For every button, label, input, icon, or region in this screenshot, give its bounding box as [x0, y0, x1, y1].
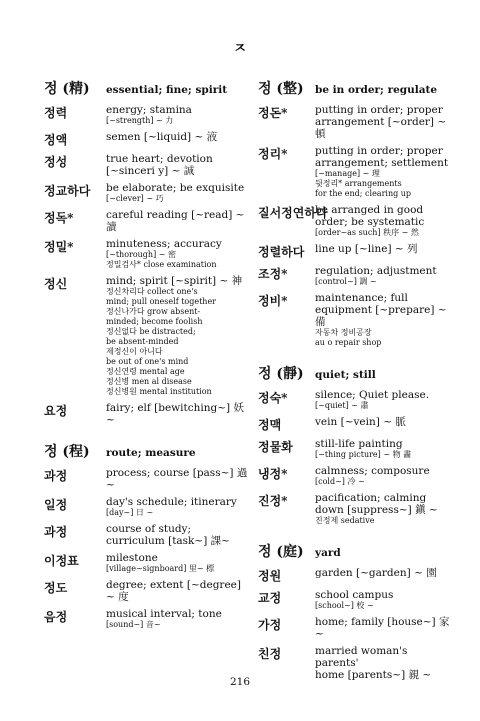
dictionary-entry [44, 608, 249, 630]
entry-definition-line: regulation; adjustment [315, 265, 437, 277]
entry-definition-line: careful reading [~read] ~ 讀 [106, 209, 245, 233]
entry-definition-line: garden [~garden] ~ 園 [315, 567, 437, 579]
section-header [44, 441, 249, 461]
entry-definition-line: order; be systematic [315, 216, 425, 228]
section-definition: route; measure [106, 447, 196, 459]
entry-body [106, 104, 249, 126]
entry-headword: 정도 [44, 581, 68, 595]
entry-etymology-line: 제정신이 아니다 [106, 347, 163, 356]
dictionary-entry [258, 265, 450, 287]
entry-body [315, 145, 450, 199]
entry-etymology-line: 자동차 정비공장 [315, 328, 372, 337]
entry-etymology-line: minded; become foolish [106, 317, 203, 326]
section-headword: 정 (程) [44, 444, 90, 460]
entry-etymology-line: 정밀검사* close examination [106, 260, 217, 269]
entry-etymology-line: [order~as such] 秩序 ~ 然 [315, 228, 419, 237]
section-headword: 정 (精) [44, 81, 90, 97]
entry-definition-line: arrangement; settlement [315, 157, 449, 169]
entry-headword: 가정 [258, 618, 282, 632]
entry-headword: 정물화 [258, 440, 293, 454]
entry-body [315, 243, 450, 260]
entry-definition-line: mind; spirit [~spirit] ~ 神 [106, 275, 243, 287]
entry-definition-line: line up [~line] ~ 列 [315, 243, 418, 255]
entry-etymology-line: [control~] 調 ~ [315, 277, 377, 286]
section-definition: be in order; regulate [315, 84, 438, 96]
entry-etymology-line: 정신병원 mental institution [106, 387, 212, 396]
dictionary-entry [258, 204, 450, 238]
entry-definition-line: [~sinceri y] ~ 誠 [106, 165, 195, 177]
section-definition: essential; fine; spirit [106, 84, 228, 96]
entry-headword: 정돈* [258, 106, 288, 120]
entry-body [106, 552, 249, 574]
entry-definition-line: be arranged in good [315, 204, 424, 216]
dictionary-entry [44, 552, 249, 574]
dictionary-entry [44, 131, 249, 148]
entry-definition-line: arrangement [~order] ~ 頓 [315, 116, 447, 140]
entry-definition-line: true heart; devotion [106, 153, 213, 165]
section-header [258, 78, 450, 98]
entry-body [106, 275, 249, 397]
entry-headword: 정독* [44, 211, 74, 225]
entry-definition-line: course of study; [106, 523, 192, 535]
entry-headword: 과정 [44, 525, 68, 539]
entry-headword: 질서정연하다 [258, 206, 328, 220]
entry-definition-line: equipment [~prepare] ~ 備 [315, 304, 447, 328]
section-definition: yard [315, 547, 341, 559]
entry-headword: 정교하다 [44, 184, 91, 198]
entry-etymology-line: [~thing picture] ~ 物 畵 [315, 450, 412, 459]
entry-body [106, 608, 249, 630]
section-header [44, 78, 249, 98]
dictionary-entry [258, 292, 450, 348]
entry-definition-line: minuteness; accuracy [106, 238, 222, 250]
entry-body [315, 389, 450, 411]
dictionary-entry [258, 104, 450, 140]
entry-body [315, 104, 450, 140]
entry-body [106, 131, 249, 148]
entry-definition-line: be elaborate; be exquisite [106, 182, 245, 194]
entry-etymology-line: [~clever] ~ 巧 [106, 194, 164, 203]
dictionary-entry [258, 465, 450, 487]
entry-definition-line: energy; stamina [106, 104, 192, 116]
section-gap [258, 353, 450, 363]
dictionary-entry [44, 104, 249, 126]
entry-etymology-line: [sound~] 音~ [106, 620, 161, 629]
entry-definition-line: semen [~liquid] ~ 液 [106, 131, 218, 143]
entry-body [106, 209, 249, 233]
entry-body [315, 438, 450, 460]
entry-definition-line: milestone [106, 552, 158, 564]
entry-definition-line: down [suppress~] 鎭 ~ [315, 504, 438, 516]
entry-definition-line: calmness; composure [315, 465, 430, 477]
entry-definition-line: maintenance; full [315, 292, 408, 304]
entry-definition-line: pacification; calming [315, 492, 427, 504]
left-column [44, 78, 249, 635]
entry-definition-line: putting in order; proper [315, 104, 443, 116]
entry-headword: 진정* [258, 494, 288, 508]
entry-headword: 정원 [258, 569, 282, 583]
dictionary-entry [44, 467, 249, 491]
entry-etymology-line: [~thorough] ~ 密 [106, 250, 176, 259]
entry-definition-line: degree; extent [~degree] ~ 度 [106, 579, 241, 603]
entry-body [106, 496, 249, 518]
entry-definition-line: silence; Quiet please. [315, 389, 430, 401]
entry-definition-line: still-life painting [315, 438, 403, 450]
entry-body [315, 492, 450, 526]
entry-headword: 정리* [258, 147, 288, 161]
dictionary-entry [258, 589, 450, 611]
dictionary-entry [44, 182, 249, 204]
dictionary-entry [44, 496, 249, 518]
entry-body [106, 523, 249, 547]
entry-definition-line: fairy; elf [bewitching~] 妖~ [106, 402, 244, 426]
entry-etymology-line: [~quiet] ~ 肅 [315, 401, 369, 410]
entry-body [315, 465, 450, 487]
section-header [258, 541, 450, 561]
section-headword: 정 (庭) [258, 544, 304, 560]
dictionary-entry [258, 243, 450, 260]
section-headword: 정 (靜) [258, 366, 304, 382]
entry-definition-line: married woman's parents' [315, 645, 408, 669]
entry-etymology-line: [~strength] ~ 力 [106, 116, 174, 125]
entry-etymology-line: 정신없다 be distracted; [106, 327, 196, 336]
entry-headword: 조정* [258, 267, 288, 281]
entry-headword: 과정 [44, 469, 68, 483]
section-headword: 정 (整) [258, 81, 304, 97]
entry-headword: 음정 [44, 610, 68, 624]
entry-body [106, 579, 249, 603]
entry-etymology-line: be out of one's mind [106, 357, 189, 366]
dictionary-entry [258, 567, 450, 584]
dictionary-entry [258, 416, 450, 433]
entry-etymology-line: 뒷정리* arrangements [315, 179, 402, 188]
section-gap [258, 531, 450, 541]
entry-definition-line: school campus [315, 589, 394, 601]
entry-etymology-line: 진정제 sedative [315, 516, 375, 525]
dictionary-entry [44, 153, 249, 177]
entry-etymology-line: 정신병 men al disease [106, 377, 192, 386]
entry-definition-line: putting in order; proper [315, 145, 443, 157]
entry-headword: 정맥 [258, 418, 282, 432]
entry-headword: 정밀* [44, 240, 74, 254]
entry-etymology-line: 정신차리다 collect one's [106, 287, 198, 296]
section-header [258, 363, 450, 383]
dictionary-entry [258, 438, 450, 460]
entry-body [315, 265, 450, 287]
entry-headword: 정성 [44, 155, 68, 169]
entry-headword: 친정 [258, 647, 282, 661]
entry-body [315, 616, 450, 640]
entry-headword: 일정 [44, 498, 68, 512]
section-gap [44, 431, 249, 441]
entry-headword: 요정 [44, 404, 68, 418]
entry-definition-line: day's schedule; itinerary [106, 496, 237, 508]
entry-definition-line: home [parents~] 親 ~ [315, 669, 432, 681]
entry-headword: 냉정* [258, 467, 288, 481]
dictionary-entry [44, 275, 249, 397]
entry-body [106, 402, 249, 426]
entry-body [106, 238, 249, 270]
dictionary-entry [44, 523, 249, 547]
section-definition: quiet; still [315, 369, 376, 381]
entry-body [106, 182, 249, 204]
entry-body [315, 204, 450, 238]
entry-etymology-line: for the end; clearing up [315, 189, 412, 198]
entry-headword: 정숙* [258, 391, 288, 405]
entry-headword: 정액 [44, 133, 68, 147]
entry-body [106, 153, 249, 177]
entry-body [315, 567, 450, 584]
entry-headword: 정력 [44, 106, 68, 120]
entry-body [315, 589, 450, 611]
dictionary-entry [258, 492, 450, 526]
page-number: 216 [229, 676, 251, 688]
right-column [258, 78, 450, 686]
entry-body [315, 292, 450, 348]
entry-definition-line: vein [~vein] ~ 脈 [315, 416, 406, 428]
entry-body [106, 467, 249, 491]
entry-body [315, 416, 450, 433]
entry-etymology-line: [~manage] ~ 理 [315, 169, 380, 178]
dictionary-entry [44, 209, 249, 233]
dictionary-entry [258, 145, 450, 199]
entry-etymology-line: 정신연령 mental age [106, 367, 185, 376]
entry-definition-line: curriculum [task~] 課~ [106, 535, 230, 547]
entry-etymology-line: be absent-minded [106, 337, 179, 346]
page-header: ㅈ [233, 41, 247, 57]
entry-definition-line: process; course [pass~] 過~ [106, 467, 248, 491]
entry-headword: 교정 [258, 591, 282, 605]
entry-definition-line: musical interval; tone [106, 608, 222, 620]
entry-etymology-line: [day~] 日 ~ [106, 508, 154, 517]
entry-etymology-line: 정신나가다 grow absent- [106, 307, 201, 316]
dictionary-entry [258, 389, 450, 411]
dictionary-entry [44, 579, 249, 603]
dictionary-entry [44, 238, 249, 270]
entry-etymology-line: mind; pull oneself together [106, 297, 217, 306]
entry-etymology-line: au o repair shop [315, 338, 382, 347]
entry-etymology-line: [village~signboard] 里~ 標 [106, 564, 215, 573]
entry-etymology-line: [cold~] 冷 ~ [315, 477, 365, 486]
entry-headword: 정비* [258, 294, 288, 308]
entry-headword: 이정표 [44, 554, 79, 568]
entry-headword: 정렬하다 [258, 245, 305, 259]
entry-headword: 정신 [44, 277, 68, 291]
dictionary-entry [258, 616, 450, 640]
entry-etymology-line: [school~] 校 ~ [315, 601, 374, 610]
entry-definition-line: home; family [house~] 家 ~ [315, 616, 450, 640]
dictionary-entry [44, 402, 249, 426]
